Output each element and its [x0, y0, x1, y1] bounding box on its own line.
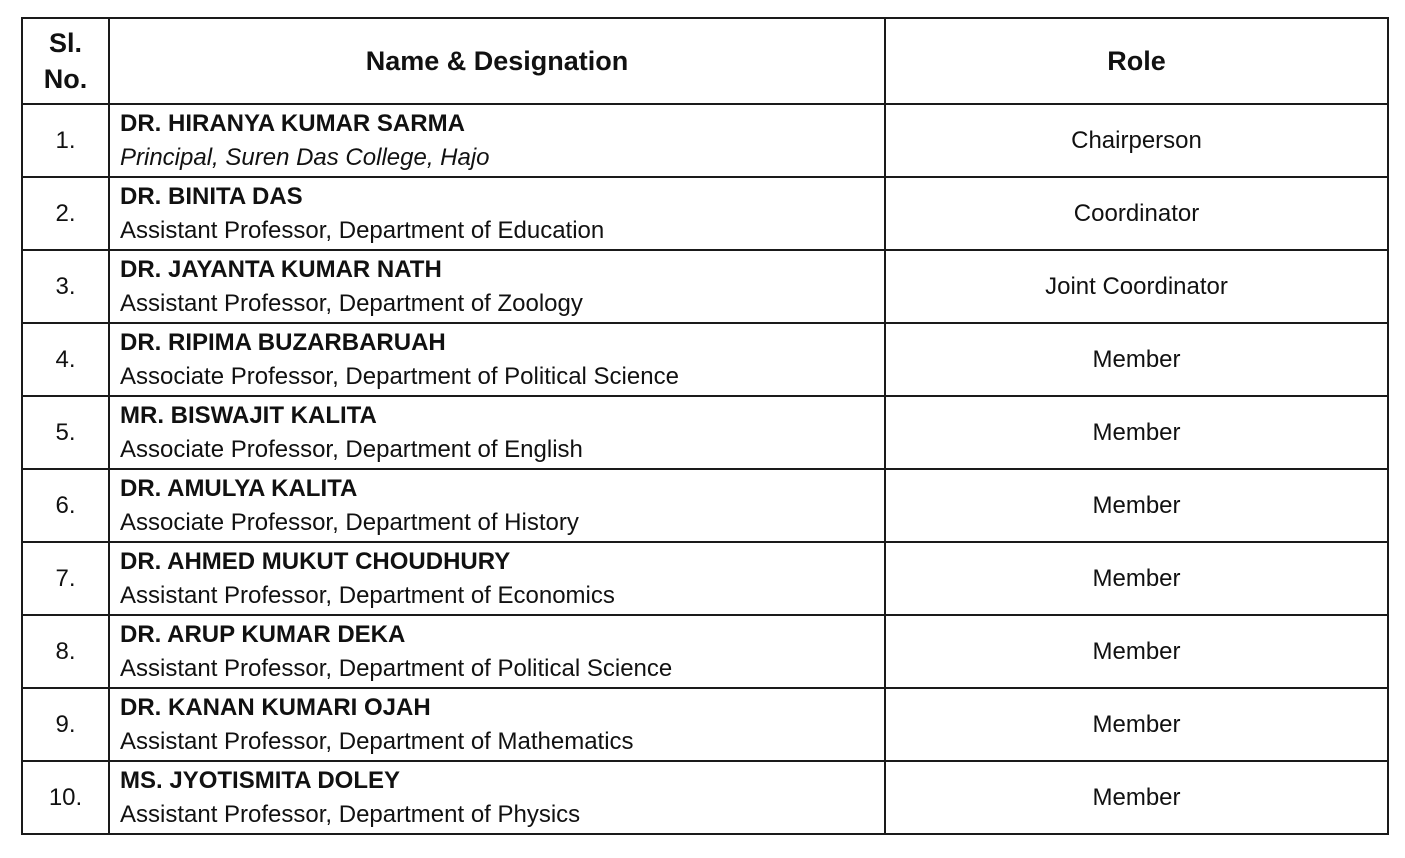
name-designation-cell: [109, 250, 885, 323]
member-role: Coordinator: [885, 177, 1388, 250]
member-name: MR. BISWAJIT KALITA: [120, 401, 377, 429]
row-number: 10.: [22, 761, 109, 834]
row-number: 8.: [22, 615, 109, 688]
header-sl-no: [22, 18, 109, 104]
name-designation-cell: [109, 615, 885, 688]
member-designation: Assistant Professor, Department of Physics: [120, 800, 581, 828]
member-designation: Associate Professor, Department of English: [120, 435, 583, 463]
table-row: [22, 104, 1388, 177]
member-name: DR. BINITA DAS: [120, 182, 303, 210]
member-name: DR. AMULYA KALITA: [120, 474, 358, 502]
name-designation-cell: [109, 761, 885, 834]
table-row: [22, 542, 1388, 615]
table-row: [22, 177, 1388, 250]
table-row: [22, 761, 1388, 834]
header-name-designation: Name & Designation: [109, 18, 885, 104]
table-row: [22, 469, 1388, 542]
member-name: DR. AHMED MUKUT CHOUDHURY: [120, 547, 511, 575]
table-row: [22, 396, 1388, 469]
member-role: Member: [885, 688, 1388, 761]
name-designation-cell: [109, 104, 885, 177]
member-designation: Assistant Professor, Department of Political Science: [120, 654, 673, 682]
member-designation: Associate Professor, Department of History: [120, 508, 579, 536]
name-designation-cell: [109, 469, 885, 542]
row-number: 2.: [22, 177, 109, 250]
member-role: Member: [885, 761, 1388, 834]
member-name: DR. RIPIMA BUZARBARUAH: [120, 328, 446, 356]
table-row: [22, 688, 1388, 761]
member-role: Member: [885, 469, 1388, 542]
name-designation-cell: [109, 323, 885, 396]
table-row: [22, 323, 1388, 396]
row-number: 3.: [22, 250, 109, 323]
header-role: Role: [885, 18, 1388, 104]
member-role: Member: [885, 396, 1388, 469]
row-number: 1.: [22, 104, 109, 177]
member-designation: Principal, Suren Das College, Hajo: [120, 143, 490, 171]
row-number: 9.: [22, 688, 109, 761]
header-sl-line1: Sl.: [48, 28, 82, 58]
table-row: [22, 250, 1388, 323]
name-designation-cell: [109, 542, 885, 615]
member-role: Chairperson: [885, 104, 1388, 177]
committee-table: [21, 17, 1389, 835]
name-designation-cell: [109, 688, 885, 761]
member-name: DR. ARUP KUMAR DEKA: [120, 620, 406, 648]
header-sl-line2: No.: [43, 64, 88, 94]
member-designation: Associate Professor, Department of Political Science: [120, 362, 679, 390]
member-designation: Assistant Professor, Department of Education: [120, 216, 605, 244]
name-designation-cell: [109, 177, 885, 250]
member-role: Joint Coordinator: [885, 250, 1388, 323]
row-number: 5.: [22, 396, 109, 469]
member-name: DR. HIRANYA KUMAR SARMA: [120, 109, 465, 137]
member-name: MS. JYOTISMITA DOLEY: [120, 766, 401, 794]
row-number: 7.: [22, 542, 109, 615]
row-number: 4.: [22, 323, 109, 396]
row-number: 6.: [22, 469, 109, 542]
member-name: DR. JAYANTA KUMAR NATH: [120, 255, 442, 283]
member-role: Member: [885, 323, 1388, 396]
member-designation: Assistant Professor, Department of Zoology: [120, 289, 583, 317]
member-designation: Assistant Professor, Department of Mathematics: [120, 727, 634, 755]
member-role: Member: [885, 542, 1388, 615]
header-row: [22, 18, 1388, 104]
member-name: DR. KANAN KUMARI OJAH: [120, 693, 431, 721]
name-designation-cell: [109, 396, 885, 469]
member-designation: Assistant Professor, Department of Economics: [120, 581, 615, 609]
table-row: [22, 615, 1388, 688]
member-role: Member: [885, 615, 1388, 688]
